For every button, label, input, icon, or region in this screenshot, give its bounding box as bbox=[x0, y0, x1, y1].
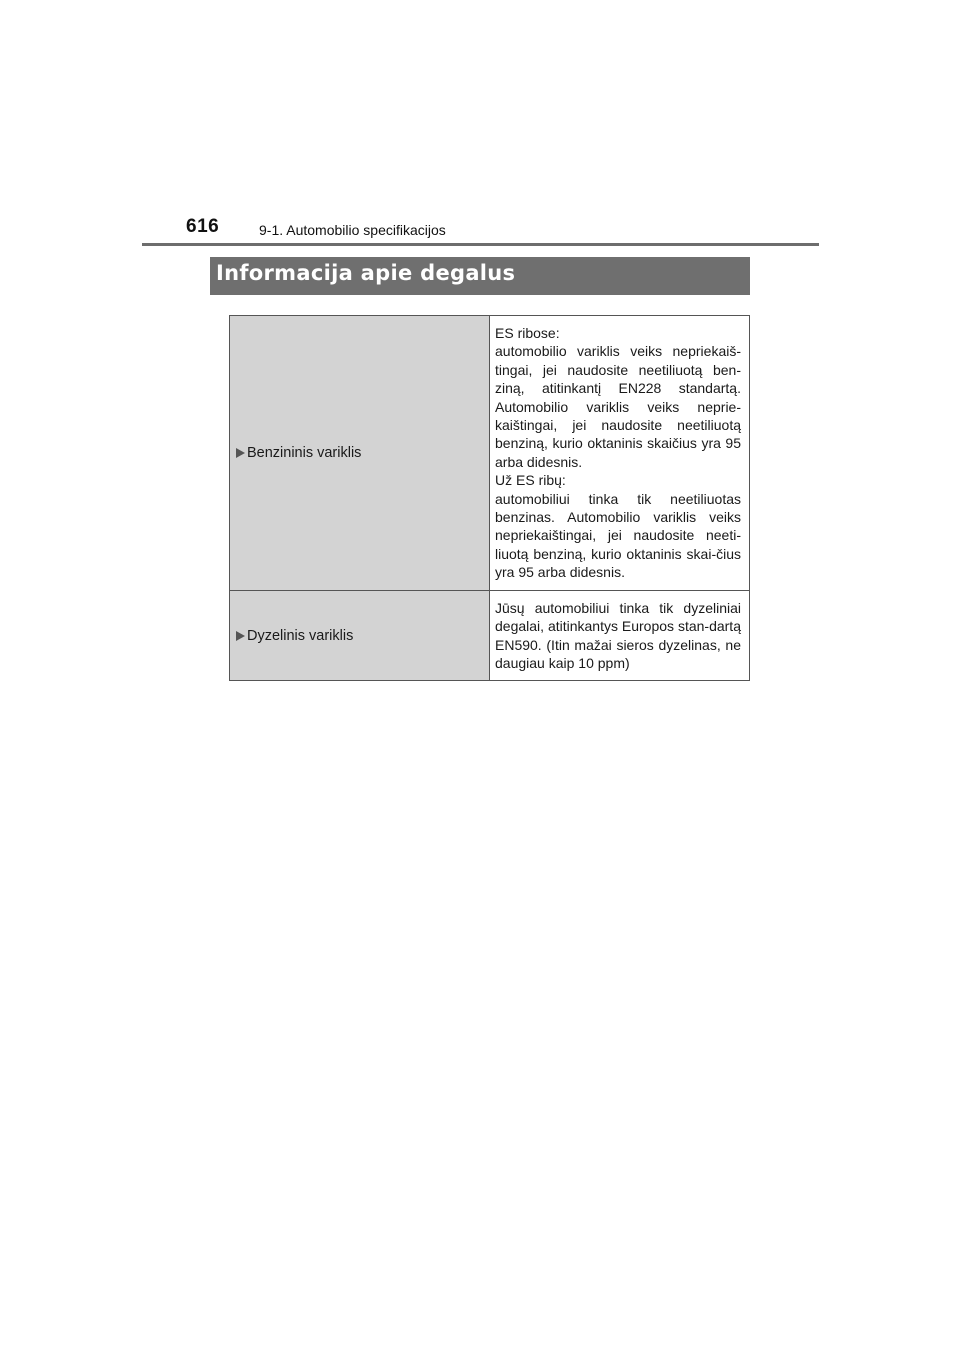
fuel-info-table bbox=[229, 315, 750, 681]
description-paragraph: ES ribose: bbox=[495, 325, 560, 341]
chapter-title: 9-1. Automobilio specifikacijos bbox=[259, 222, 446, 238]
section-title: Informacija apie degalus bbox=[216, 261, 516, 285]
fuel-description-cell bbox=[490, 316, 750, 591]
engine-label: Dyzelinis variklis bbox=[247, 627, 354, 644]
header-divider bbox=[142, 243, 819, 246]
engine-label-cell bbox=[230, 316, 490, 591]
table-row-diesel bbox=[230, 590, 750, 681]
triangle-arrow-icon bbox=[236, 448, 245, 458]
fuel-description-cell bbox=[490, 590, 750, 681]
table-row-petrol bbox=[230, 316, 750, 591]
description-paragraph: Jūsų automobiliui tinka tik dyzeliniai degalai, atitinkantys Europos stan-dartą EN590. (Itin mažai sieros dyzelinas, ne daugiau kaip 10 ppm) bbox=[495, 599, 741, 671]
engine-label: Benzininis variklis bbox=[247, 444, 362, 461]
description-paragraph: automobilio variklis veiks nepriekaiš-tingai, jei naudosite neetiliuotą ben-ziną, atitinkantį EN228 standartą. Automobilio variklis veiks neprie-kaištingai, jei naudosite neetiliuotą benziną, kurio oktaninis skaičius yra 95 arba didesnis. bbox=[495, 343, 741, 470]
page-number: 616 bbox=[186, 216, 220, 237]
section-heading-bar bbox=[210, 257, 750, 295]
description-paragraph: automobiliui tinka tik neetiliuotas benzinas. Automobilio variklis veiks nepriekaištingai, jei naudosite neeti-liuotą benziną, kurio oktaninis skai-čius yra 95 arba didesnis. bbox=[495, 490, 741, 581]
engine-label-cell bbox=[230, 590, 490, 681]
triangle-arrow-icon bbox=[236, 631, 245, 641]
description-paragraph: Už ES ribų: bbox=[495, 472, 566, 489]
